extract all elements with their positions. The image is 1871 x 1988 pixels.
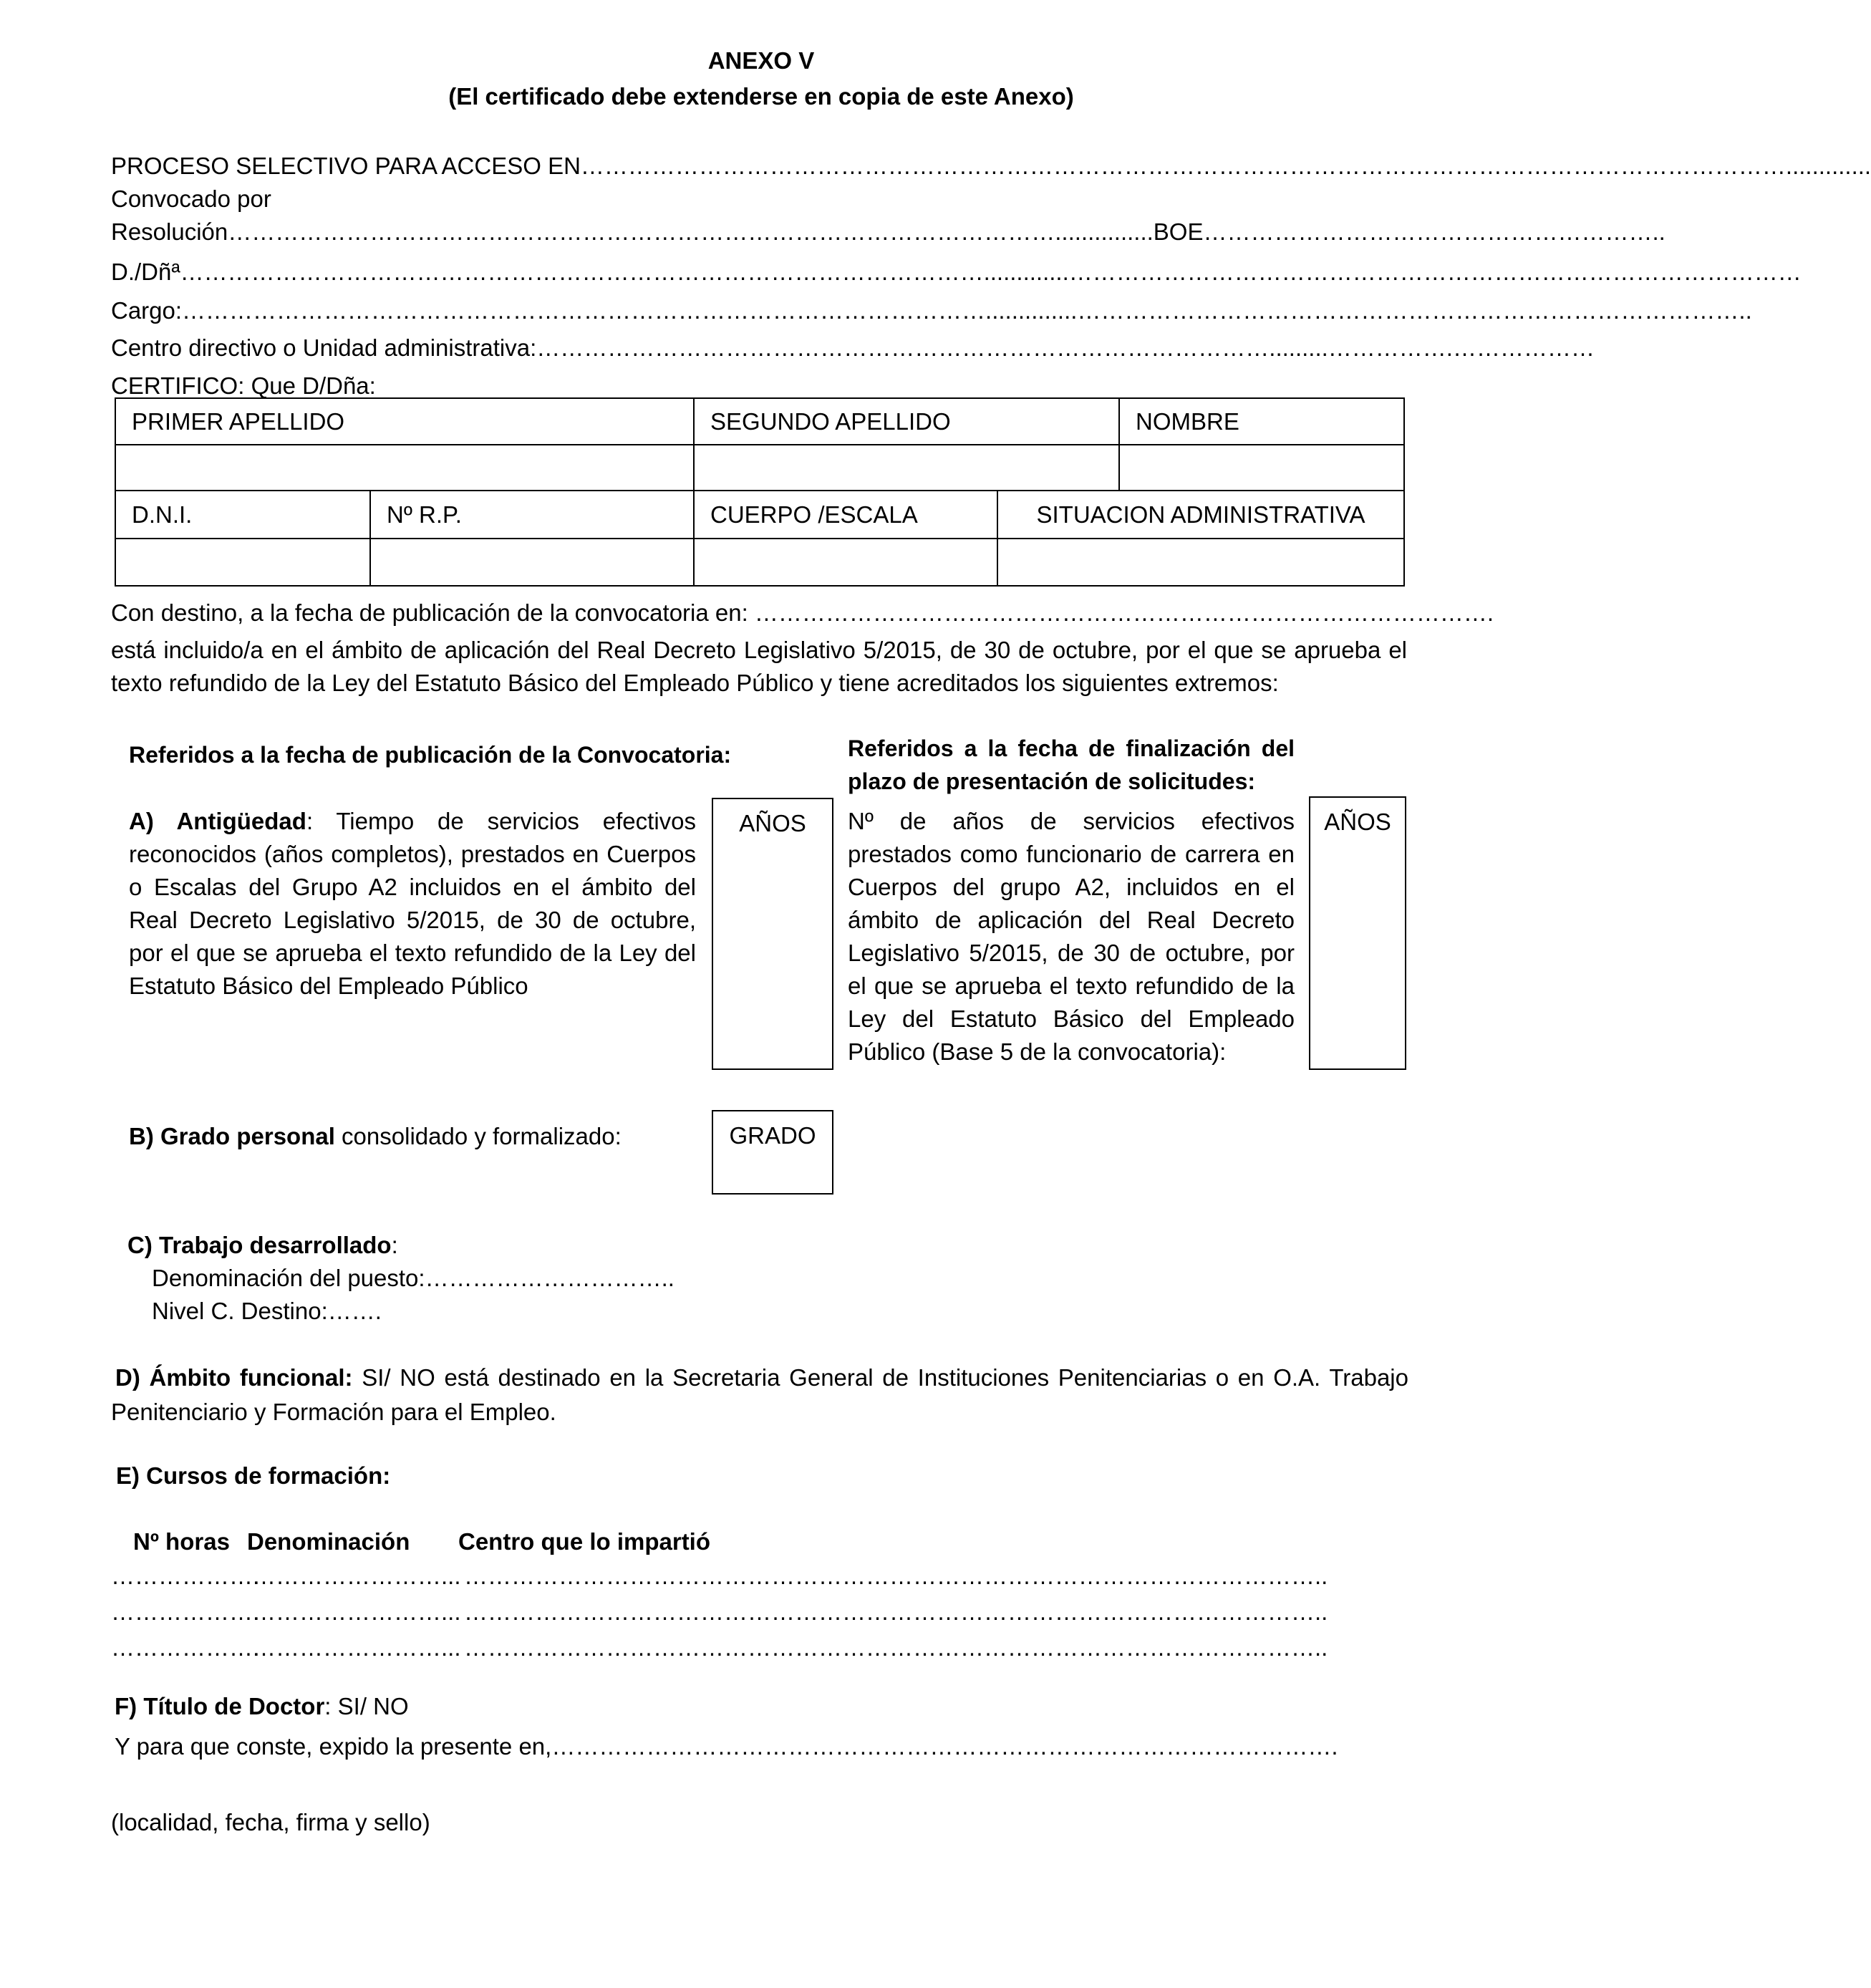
ambito-block: [111, 1361, 1408, 1429]
header-primer-apellido: PRIMER APELLIDO: [115, 398, 694, 445]
ambito-text: SI/ NO está destinado en la Secretaria General de Instituciones Penitenciarias o en O.A. Trabajo Penitenciario y Formación para el Empleo.: [111, 1364, 1408, 1425]
cell-primer-apellido[interactable]: [115, 445, 694, 491]
right-anos-box[interactable]: [1309, 796, 1406, 1070]
grado-text: consolidado y formalizado:: [334, 1123, 622, 1149]
antiguedad-block: [129, 805, 696, 1003]
field-cargo: Cargo:…………………………………………………………………………………………..............…………………………………………………………………………..: [111, 297, 1752, 324]
header-nombre: NOMBRE: [1119, 398, 1404, 445]
curso-row-3-centro: ………………………………………………………………………………………………..: [464, 1634, 1328, 1661]
field-certifico: CERTIFICO: Que D/Dña:: [111, 372, 376, 399]
page-subtitle: (El certificado debe extenderse en copia de este Anexo): [448, 83, 1074, 110]
curso-row-2-horas: ……………….: [111, 1598, 260, 1625]
person-table: [115, 397, 1405, 587]
cell-cuerpo[interactable]: [694, 539, 997, 586]
cell-nrp[interactable]: [370, 539, 694, 586]
header-nrp: Nº R.P.: [370, 491, 694, 539]
cell-nombre[interactable]: [1119, 445, 1404, 491]
field-centro: Centro directivo o Unidad administrativa:………………………………………………………………………………….........…………….………………: [111, 334, 1595, 361]
page-title: ANEXO V: [707, 47, 815, 74]
cursos-col-denominacion: Denominación: [247, 1528, 410, 1555]
cursos-col-centro: Centro que lo impartió: [458, 1528, 711, 1555]
header-segundo-apellido: SEGUNDO APELLIDO: [694, 398, 1119, 445]
curso-row-1-denominacion: ……………………...: [252, 1563, 461, 1589]
field-resolucion: Resolución……………………………………………………………………………………………...............BOE…………………………………………………..: [111, 218, 1665, 245]
right-text: Nº de años de servicios efectivos prestados como funcionario de carrera en Cuerpos del grupo A2, incluidos en el ámbito de aplicación del Real Decreto Legislativo 5/2015, de 30 de octubre, por el que se aprueba el texto refundido de la Ley del Estatuto Básico del Empleado Público (Base 5 de la convocatoria):: [848, 808, 1295, 1065]
curso-row-2-centro: ………………………………………………………………………………………………..: [464, 1598, 1328, 1625]
grado-line: [129, 1121, 622, 1151]
antiguedad-text: : Tiempo de servicios efectivos reconocidos (años completos), prestados en Cuerpos o Escalas del Grupo A2 incluidos en el ámbito del Real Decreto Legislativo 5/2015, de 30 de octubre, por el que se aprueba el texto refundido de la Ley del Estatuto Básico del Empleado Público: [129, 808, 697, 999]
ambito-label: D) Ámbito funcional:: [115, 1364, 353, 1391]
antiguedad-anos-box[interactable]: [712, 798, 833, 1070]
cell-situacion[interactable]: [997, 539, 1404, 586]
destino-paragraph: está incluido/a en el ámbito de aplicación del Real Decreto Legislativo 5/2015, de 30 de octubre, por el que se aprueba el texto refundido de la Ley del Estatuto Básico del Empleado Público y tiene acreditados los siguientes extremos:: [111, 637, 1407, 696]
trabajo-label: C) Trabajo desarrollado: [127, 1232, 392, 1258]
curso-row-1-centro: ………………………………………………………………………………………………..: [464, 1563, 1328, 1589]
curso-row-3-denominacion: ……………………...: [252, 1634, 461, 1661]
grado-label: B) Grado personal: [129, 1123, 335, 1149]
doctor-line: [115, 1692, 409, 1721]
closing-sign: (localidad, fecha, firma y sello): [111, 1809, 430, 1835]
right-heading: Referidos a la fecha de finalización del plazo de presentación de solicitudes:: [848, 735, 1295, 794]
trabajo-heading: [127, 1230, 398, 1260]
header-cuerpo: CUERPO /ESCALA: [694, 491, 997, 539]
closing-line: Y para que conste, expido la presente en,……………………………………………………………………………………….: [115, 1733, 1338, 1760]
field-dna: D./Dñª………………………………………………………………………………………….............…………………………………………………………………………………: [111, 259, 1802, 285]
field-proceso: PROCESO SELECTIVO PARA ACCESO EN……………………………………………………………………………………………………………………………………….............: [111, 153, 1871, 179]
cell-segundo-apellido[interactable]: [694, 445, 1119, 491]
header-situacion: SITUACION ADMINISTRATIVA: [997, 491, 1404, 539]
field-convocado: Convocado por: [111, 185, 271, 212]
antiguedad-label: A) Antigüedad: [129, 808, 306, 834]
left-heading: Referidos a la fecha de publicación de la Convocatoria:: [129, 742, 732, 768]
curso-row-1-horas: ……………….: [111, 1563, 260, 1589]
antiguedad-anos-label: AÑOS: [739, 810, 806, 836]
cursos-col-horas: Nº horas: [133, 1528, 230, 1555]
curso-row-3-horas: ……………….: [111, 1634, 260, 1661]
grado-box-label: GRADO: [729, 1122, 816, 1149]
trabajo-puesto: Denominación del puesto:…………………………..: [152, 1265, 675, 1291]
cell-dni[interactable]: [115, 539, 370, 586]
doctor-label: F) Título de Doctor: [115, 1693, 325, 1719]
trabajo-colon: :: [391, 1232, 398, 1258]
cursos-heading: E) Cursos de formación:: [116, 1462, 391, 1489]
grado-box[interactable]: [712, 1110, 833, 1195]
destino-line: Con destino, a la fecha de publicación de la convocatoria en: ………………………………………………………………………………….: [111, 599, 1494, 626]
right-anos-label: AÑOS: [1324, 809, 1391, 835]
header-dni: D.N.I.: [115, 491, 370, 539]
doctor-text: : SI/ NO: [324, 1693, 409, 1719]
trabajo-nivel: Nivel C. Destino:…….: [152, 1298, 382, 1324]
curso-row-2-denominacion: ……………………...: [252, 1598, 461, 1625]
